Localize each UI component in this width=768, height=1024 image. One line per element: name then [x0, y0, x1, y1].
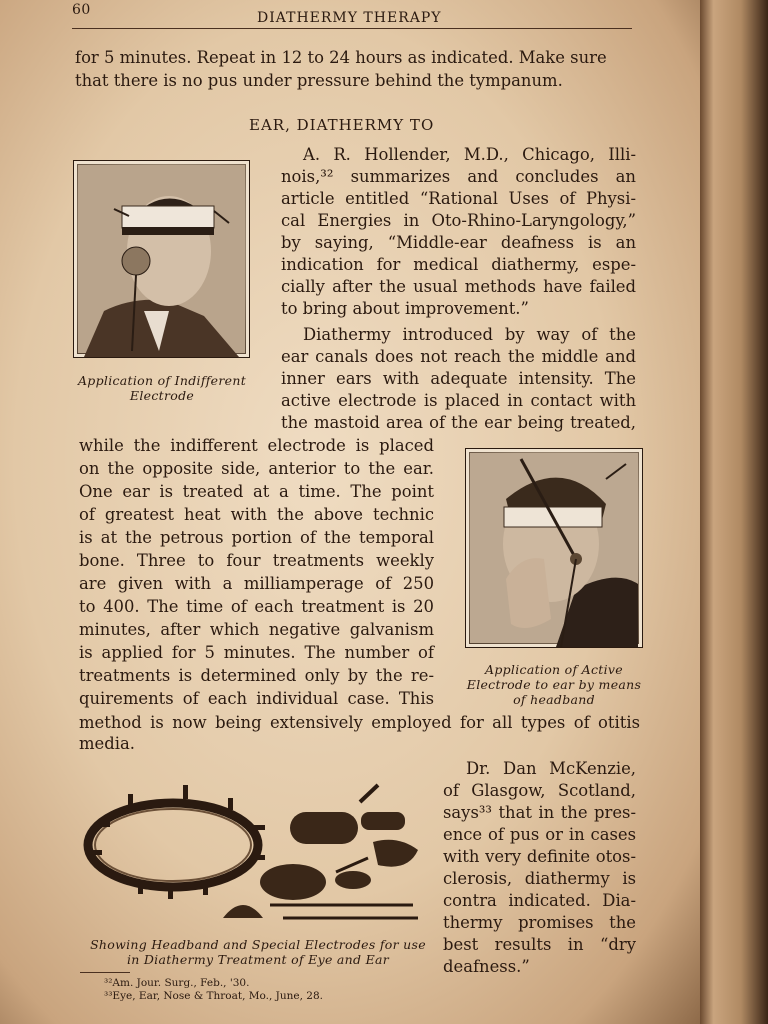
- text-line: inner ears with adequate intensity. The: [281, 369, 636, 388]
- text-line: by saying, “Middle-ear deafness is an: [281, 233, 636, 252]
- text-line: while the indifferent electrode is placed: [79, 436, 434, 455]
- photo-indifferent-electrode: [73, 160, 250, 358]
- text-line: for 5 minutes. Repeat in 12 to 24 hours as indicated. Make sure: [75, 48, 607, 67]
- text-line: with very definite otos-: [443, 847, 636, 866]
- text-line: minutes, after which negative galvanism: [79, 620, 434, 639]
- text-line: media.: [79, 734, 135, 753]
- text-line: to bring about improvement.”: [281, 299, 529, 318]
- text-line: is applied for 5 minutes. The number of: [79, 643, 434, 662]
- text-line: clerosis, diathermy is: [443, 869, 636, 888]
- section-title: EAR, DIATHERMY TO: [249, 116, 435, 134]
- man-with-headband-image: [74, 161, 249, 357]
- text-line: of Glasgow, Scotland,: [443, 781, 636, 800]
- text-line: the mastoid area of the ear being treated,: [281, 413, 636, 432]
- text-line: ence of pus or in cases: [443, 825, 636, 844]
- caption-line: Electrode: [129, 388, 195, 403]
- headband-electrodes-illustration: [78, 780, 433, 930]
- photo-active-electrode: [465, 448, 643, 648]
- headband-and-electrodes-image: [78, 780, 433, 930]
- page-edge: [700, 0, 768, 1024]
- text-line: Diathermy introduced by way of the: [303, 325, 636, 344]
- text-line: method is now being extensively employed for all types of otitis: [79, 713, 640, 732]
- text-line: cially after the usual methods have failed: [281, 277, 636, 296]
- figure-caption: [460, 662, 648, 707]
- footnote: ³³Eye, Ear, Nose & Throat, Mo., June, 28.: [104, 990, 323, 1002]
- text-line: One ear is treated at a time. The point: [79, 482, 434, 501]
- caption-line: Electrode to ear by means: [466, 677, 642, 692]
- text-line: best results in “dry: [443, 935, 636, 954]
- text-line: quirements of each individual case. This: [79, 689, 434, 708]
- footnote-rule: [80, 972, 130, 973]
- caption-line: Application of Active: [485, 662, 623, 677]
- running-title: DIATHERMY THERAPY: [257, 10, 442, 26]
- text-line: indication for medical diathermy, espe-: [281, 255, 636, 274]
- caption-line: Application of Indifferent: [77, 373, 247, 388]
- text-line: ear canals does not reach the middle and: [281, 347, 636, 366]
- caption-line: Showing Headband and Special Electrodes for use: [90, 937, 426, 952]
- caption-line: of headband: [513, 692, 595, 707]
- text-line: on the opposite side, anterior to the ear.: [79, 459, 434, 478]
- text-line: article entitled “Rational Uses of Physi-: [281, 189, 636, 208]
- text-line: to 400. The time of each treatment is 20: [79, 597, 434, 616]
- text-line: A. R. Hollender, M.D., Chicago, Illi-: [303, 145, 636, 164]
- text-line: contra indicated. Dia-: [443, 891, 636, 910]
- text-line: treatments is determined only by the re-: [79, 666, 434, 685]
- text-line: deafness.”: [443, 957, 530, 976]
- page-number: 60: [72, 2, 91, 18]
- text-line: are given with a milliamperage of 250: [79, 574, 434, 593]
- text-line: thermy promises the: [443, 913, 636, 932]
- text-line: bone. Three to four treatments weekly: [79, 551, 434, 570]
- page-header: [72, 2, 632, 29]
- text-line: that there is no pus under pressure behind the tympanum.: [75, 71, 563, 90]
- text-line: says³³ that in the pres-: [443, 803, 636, 822]
- text-line: Dr. Dan McKenzie,: [466, 759, 636, 778]
- text-line: cal Energies in Oto-Rhino-Laryngology,”: [281, 211, 636, 230]
- text-line: of greatest heat with the above technic: [79, 505, 434, 524]
- text-line: active electrode is placed in contact with: [281, 391, 636, 410]
- caption-line: in Diathermy Treatment of Eye and Ear: [126, 952, 390, 967]
- text-line: nois,³² summarizes and concludes an: [281, 167, 636, 186]
- text-line: is at the petrous portion of the temporal: [79, 528, 434, 547]
- figure-caption: [78, 937, 438, 967]
- footnote: ³²Am. Jour. Surg., Feb., '30.: [104, 977, 250, 989]
- person-holding-electrode-image: [466, 449, 642, 647]
- figure-caption: [72, 373, 252, 403]
